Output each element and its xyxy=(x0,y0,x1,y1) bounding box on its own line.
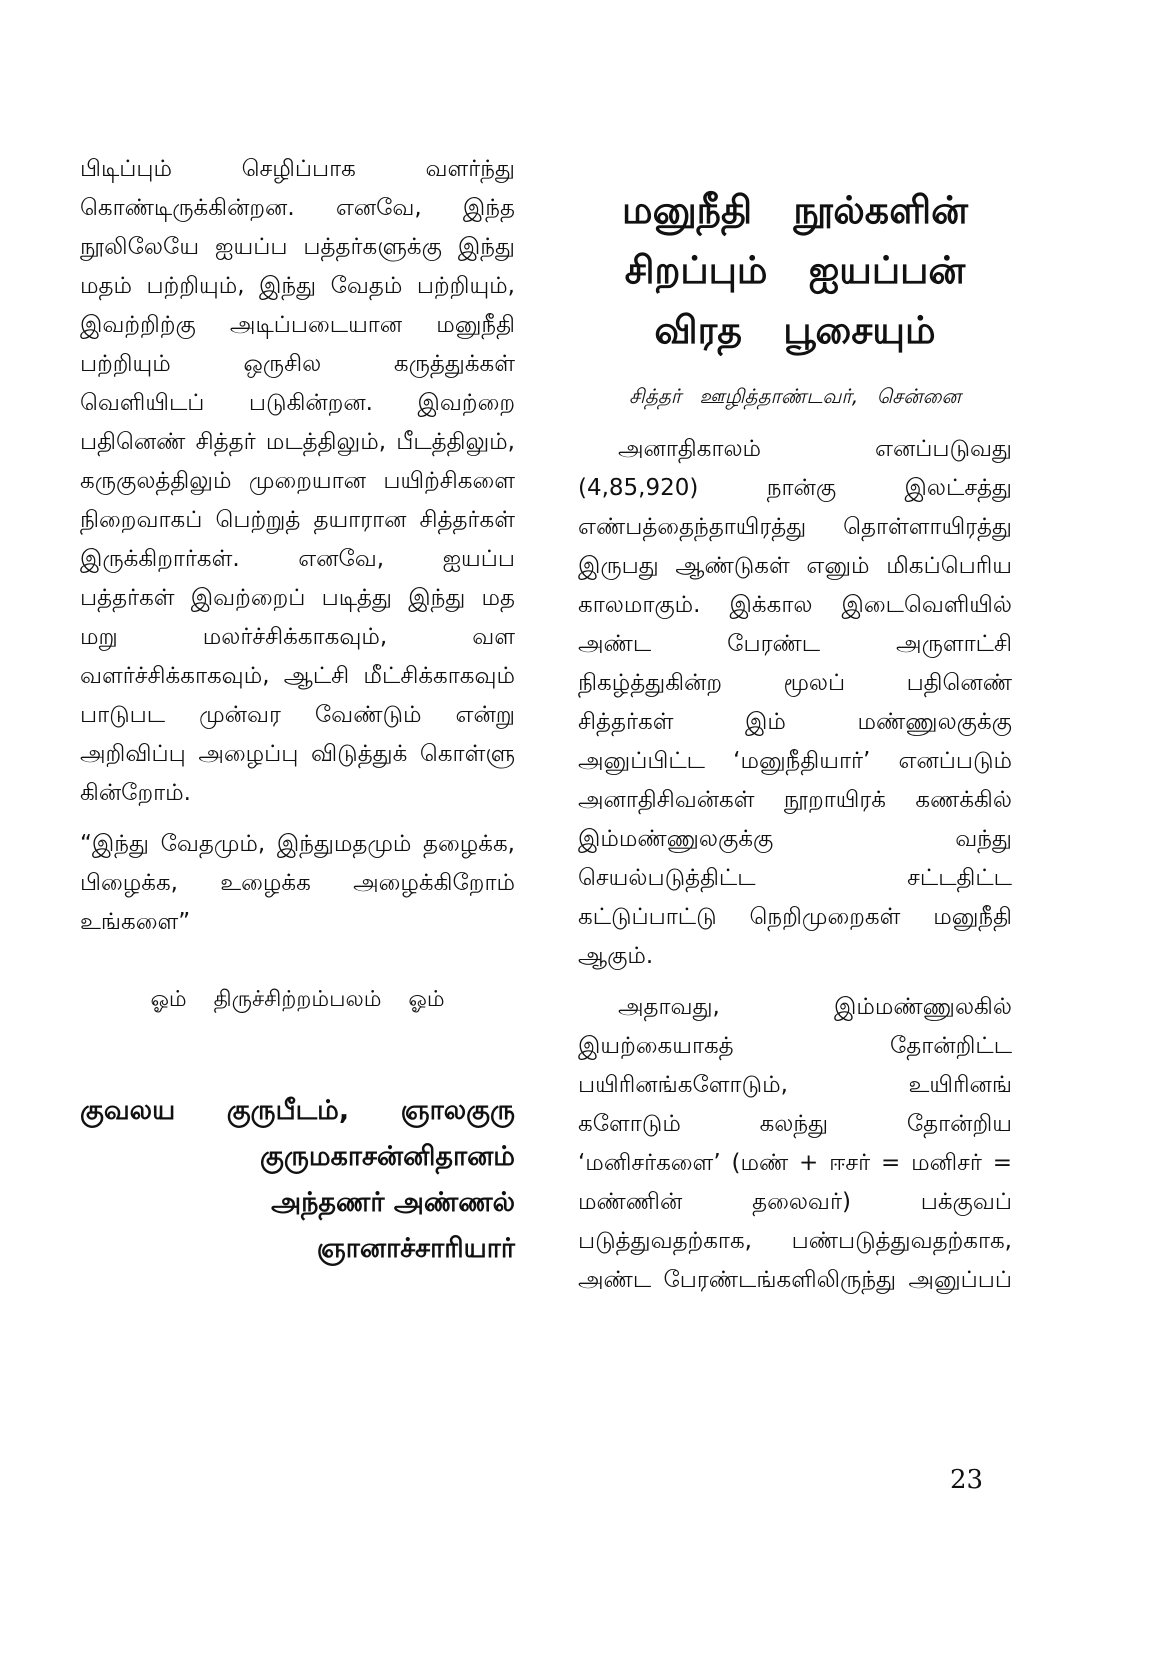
title-line-3: விரத பூசையும் xyxy=(654,308,936,352)
article-author: சித்தர் ஊழித்தாண்டவர், சென்னை xyxy=(629,384,961,408)
signature-line-4: ஞானாச்சாரியார் xyxy=(316,1233,515,1264)
article-title xyxy=(578,180,1012,360)
right-paragraph-1: அனாதிகாலம் எனப்படுவது (4,85,920) நான்கு இலட்சத்து எண்பத்தைந்தாயிரத்து தொள்ளாயிரத்து இருபது ஆண்டுகள் எனும் மிகப்பெரிய காலமாகும். இக்கால இடைவெளியில் அண்ட பேரண்ட அருளாட்சி நிகழ்த்துகின்ற மூலப் பதினெண் சித்தர்கள் இம் மண்ணுலகுக்கு அனுப்பிட்ட ‘மனுநீதியார்’ எனப்படும் அனாதிசிவன்கள் நூறாயிரக் கணக்கில் இம்மண்ணுலகுக்கு வந்து செயல்படுத்திட்ட சட்டதிட்ட கட்டுப்பாட்டு நெறிமுறைகள் மனுநீதி ஆகும். xyxy=(578,436,1012,969)
signature-line-1: குவலய குருபீடம், ஞாலகுரு xyxy=(80,1095,515,1126)
left-paragraph-1: பிடிப்பும் செழிப்பாக வளர்ந்து கொண்டிருக்கின்றன. எனவே, இந்த நூலிலேயே ஐயப்ப பத்தர்களுக்கு இந்து மதம் பற்றியும், இந்து வேதம் பற்றியும், இவற்றிற்கு அடிப்படையான மனுநீதி பற்றியும் ஒருசில கருத்துக்கள் வெளியிடப் படுகின்றன. இவற்றை பதினெண் சித்தர் மடத்திலும், பீடத்திலும், கருகுலத்திலும் முறையான பயிற்சிகளை நிறைவாகப் பெற்றுத் தயாரான சித்தர்கள் இருக்கிறார்கள். எனவே, ஐயப்ப பத்தர்கள் இவற்றைப் படித்து இந்து மத மறு மலர்ச்சிக்காகவும், வள வளர்ச்சிக்காகவும், ஆட்சி மீட்சிக்காகவும் பாடுபட முன்வர வேண்டும் என்று அறிவிப்பு அழைப்பு விடுத்துக் கொள்ளு கின்றோம். xyxy=(80,156,515,806)
signature-line-2: குருமகாசன்னிதானம் xyxy=(260,1141,515,1172)
right-column xyxy=(578,150,1012,1312)
title-line-1: மனுநீதி நூல்களின் xyxy=(622,188,968,232)
signature-block xyxy=(80,1088,515,1272)
closing-invocation: ஓம் திருச்சிற்றம்பலம் ஓம் xyxy=(150,987,445,1012)
title-line-2: சிறப்பும் ஐயப்பன் xyxy=(624,248,966,292)
quote-paragraph: “இந்து வேதமும், இந்துமதமும் தழைக்க, பிழைக்க, உழைக்க அழைக்கிறோம் உங்களை” xyxy=(80,831,515,935)
left-column xyxy=(80,150,515,1272)
signature-line-3: அந்தணர் அண்ணல் xyxy=(271,1187,515,1218)
right-paragraph-2: அதாவது, இம்மண்ணுலகில் இயற்கையாகத் தோன்றிட்ட பயிரினங்களோடும், உயிரினங் களோடும் கலந்து தோன்றிய ‘மனிசர்களை’ (மண் + ஈசர் = மனிசர் = மண்ணின் தலைவர்) பக்குவப் படுத்துவதற்காக, பண்படுத்துவதற்காக, அண்ட பேரண்டங்களிலிருந்து அனுப்பப் xyxy=(578,994,1012,1293)
page-number: 23 xyxy=(950,1465,984,1495)
